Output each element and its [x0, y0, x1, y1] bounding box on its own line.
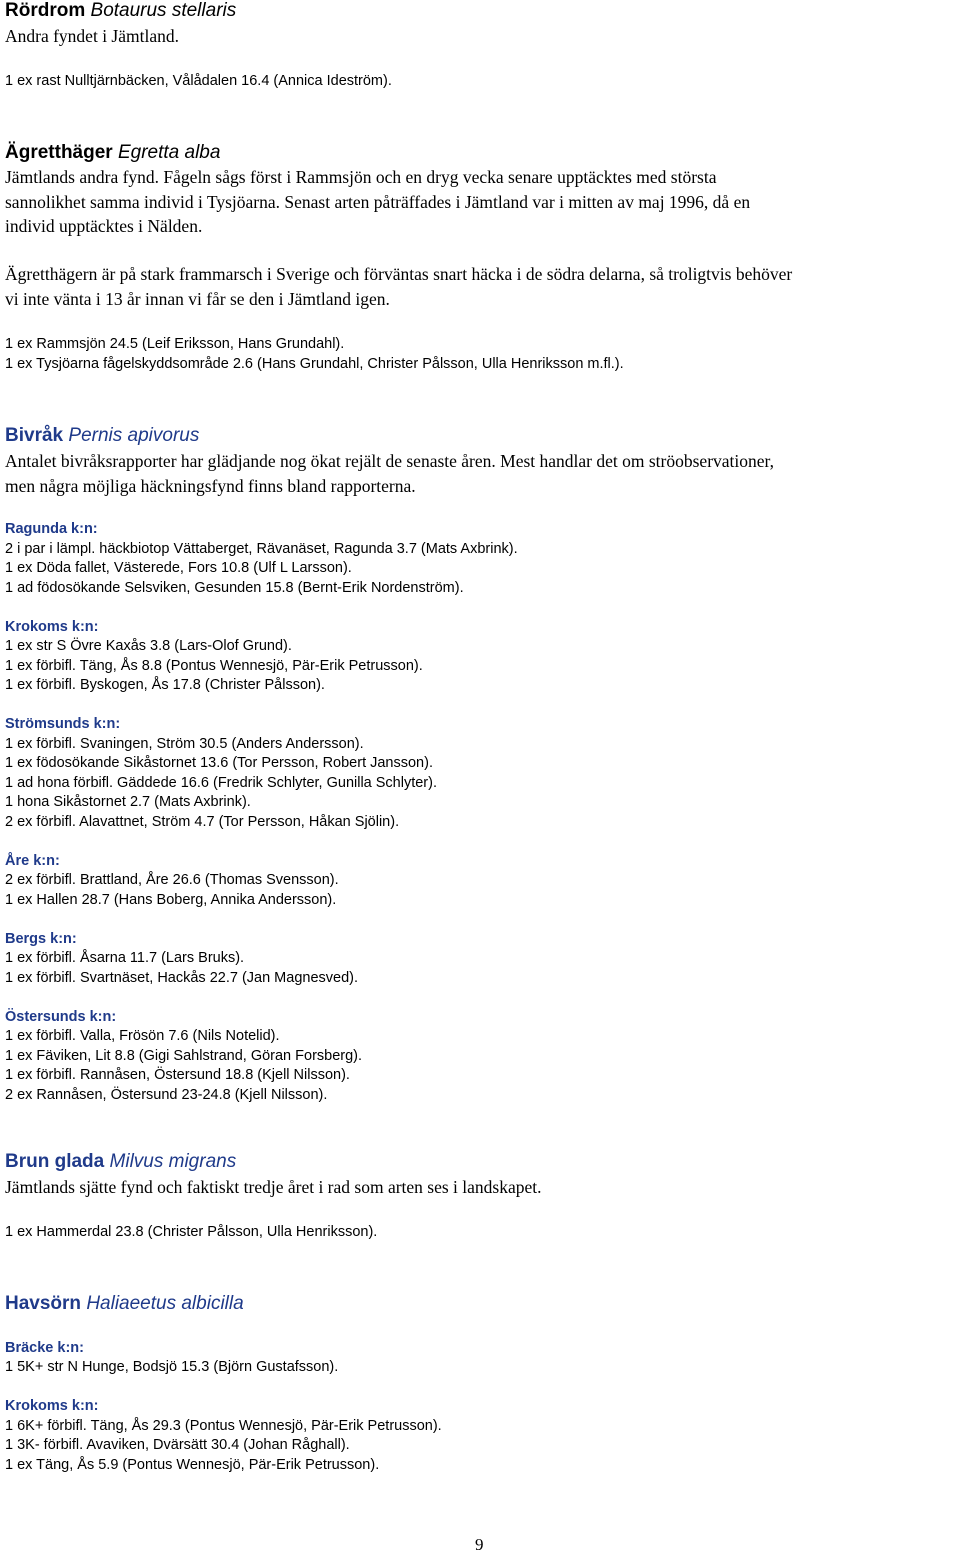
- record-line: 1 ex förbifl. Rannåsen, Östersund 18.8 (Kjell Nilsson).: [5, 1067, 350, 1083]
- species-common-name: Brun glada: [5, 1151, 105, 1172]
- record-line: 1 ex förbifl. Svartnäset, Hackås 22.7 (Jan Magnesved).: [5, 970, 359, 986]
- record-line: 1 ex förbifl. Svaningen, Ström 30.5 (Anders Andersson).: [5, 736, 364, 752]
- species-latin-name: Haliaeetus albicilla: [86, 1293, 244, 1314]
- species-common-name: Ägretthäger: [5, 142, 113, 163]
- paragraph-line: men några möjliga häckningsfynd finns bland rapporterna.: [5, 476, 416, 496]
- record-line: 1 ex str S Övre Kaxås 3.8 (Lars-Olof Grund).: [5, 638, 292, 654]
- record-line: 1 ex Rammsjön 24.5 (Leif Eriksson, Hans Grundahl).: [5, 336, 345, 352]
- species-common-name: Havsörn: [5, 1293, 82, 1314]
- record-line: 2 i par i lämpl. häckbiotop Vättaberget, Rävanäset, Ragunda 3.7 (Mats Axbrink).: [5, 541, 518, 557]
- municipality-heading: Ragunda k:n:: [5, 521, 98, 537]
- record-line: 1 ex Döda fallet, Västerede, Fors 10.8 (Ulf L Larsson).: [5, 560, 352, 576]
- record-line: 1 ex förbifl. Täng, Ås 8.8 (Pontus Wennesjö, Pär-Erik Petrusson).: [5, 658, 423, 674]
- paragraph-line: vi inte vänta i 13 år innan vi får se den i Jämtland igen.: [5, 289, 390, 309]
- record-line: 1 ex förbifl. Åsarna 11.7 (Lars Bruks).: [5, 950, 245, 966]
- municipality-heading: Krokoms k:n:: [5, 1398, 99, 1414]
- record-line: 1 ex Tysjöarna fågelskyddsområde 2.6 (Hans Grundahl, Christer Pålsson, Ulla Henriksson m.fl.).: [5, 356, 624, 372]
- record-line: 1 ex Hammerdal 23.8 (Christer Pålsson, Ulla Henriksson).: [5, 1224, 378, 1240]
- municipality-heading: Krokoms k:n:: [5, 619, 99, 635]
- species-heading-bivrak: [5, 425, 199, 447]
- species-latin-name: Pernis apivorus: [68, 425, 200, 446]
- species-common-name: Bivråk: [5, 425, 64, 446]
- species-latin-name: Botaurus stellaris: [90, 0, 237, 21]
- paragraph-line: Jämtlands sjätte fynd och faktiskt tredje året i rad som arten ses i landskapet.: [5, 1177, 542, 1197]
- record-line: 2 ex förbifl. Brattland, Åre 26.6 (Thomas Svensson).: [5, 872, 339, 888]
- municipality-heading: Östersunds k:n:: [5, 1009, 117, 1025]
- record-line: 2 ex Rannåsen, Östersund 23-24.8 (Kjell Nilsson).: [5, 1087, 328, 1103]
- record-line: 1 ex Täng, Ås 5.9 (Pontus Wennesjö, Pär-Erik Petrusson).: [5, 1457, 380, 1473]
- record-line: 1 ex Hallen 28.7 (Hans Boberg, Annika Andersson).: [5, 892, 337, 908]
- species-note: Andra fyndet i Jämtland.: [5, 26, 179, 46]
- species-heading-rordrom: [5, 0, 236, 22]
- page-number: 9: [475, 1535, 484, 1554]
- record-line: 1 ex rast Nulltjärnbäcken, Vålådalen 16.4 (Annica Ideström).: [5, 73, 392, 89]
- paragraph-line: Ägretthägern är på stark frammarsch i Sverige och förväntas snart häcka i de södra delarna, så troligtvis behöver: [5, 264, 793, 284]
- paragraph-line: individ upptäcktes i Nälden.: [5, 216, 203, 236]
- record-line: 1 ex Fäviken, Lit 8.8 (Gigi Sahlstrand, Göran Forsberg).: [5, 1048, 363, 1064]
- record-line: 2 ex förbifl. Alavattnet, Ström 4.7 (Tor Persson, Håkan Sjölin).: [5, 814, 400, 830]
- record-line: 1 ad hona förbifl. Gäddede 16.6 (Fredrik Schlyter, Gunilla Schlyter).: [5, 775, 437, 791]
- record-line: 1 ad födosökande Selsviken, Gesunden 15.8 (Bernt-Erik Nordenström).: [5, 580, 464, 596]
- municipality-heading: Åre k:n:: [5, 853, 60, 869]
- species-latin-name: Egretta alba: [117, 142, 221, 163]
- species-common-name: Rördrom: [5, 0, 86, 21]
- paragraph-line: sannolikhet samma individ i Tysjöarna. Senast arten påträffades i Jämtland var i mitten av maj 1996, då en: [5, 192, 751, 212]
- record-line: 1 6K+ förbifl. Täng, Ås 29.3 (Pontus Wennesjö, Pär-Erik Petrusson).: [5, 1418, 442, 1434]
- record-line: 1 ex förbifl. Byskogen, Ås 17.8 (Christer Pålsson).: [5, 677, 325, 693]
- species-heading-brun-glada: [5, 1151, 236, 1173]
- paragraph-line: Jämtlands andra fynd. Fågeln sågs först i Rammsjön och en dryg vecka senare upptäcktes med största: [5, 167, 717, 187]
- municipality-heading: Strömsunds k:n:: [5, 716, 121, 732]
- municipality-heading: Bräcke k:n:: [5, 1340, 84, 1356]
- record-line: 1 ex förbifl. Valla, Frösön 7.6 (Nils Notelid).: [5, 1028, 280, 1044]
- record-line: 1 5K+ str N Hunge, Bodsjö 15.3 (Björn Gustafsson).: [5, 1359, 339, 1375]
- paragraph-line: Antalet bivråksrapporter har glädjande nog ökat rejält de senaste åren. Mest handlar det om ströobservationer,: [5, 451, 775, 471]
- record-line: 1 ex födosökande Sikåstornet 13.6 (Tor Persson, Robert Jansson).: [5, 755, 433, 771]
- record-line: 1 3K- förbifl. Avaviken, Dvärsätt 30.4 (Johan Råghall).: [5, 1437, 350, 1453]
- record-line: 1 hona Sikåstornet 2.7 (Mats Axbrink).: [5, 794, 251, 810]
- municipality-heading: Bergs k:n:: [5, 931, 77, 947]
- species-heading-agretthager: [5, 142, 220, 164]
- species-heading-havsorn: [5, 1293, 244, 1315]
- species-latin-name: Milvus migrans: [109, 1151, 237, 1172]
